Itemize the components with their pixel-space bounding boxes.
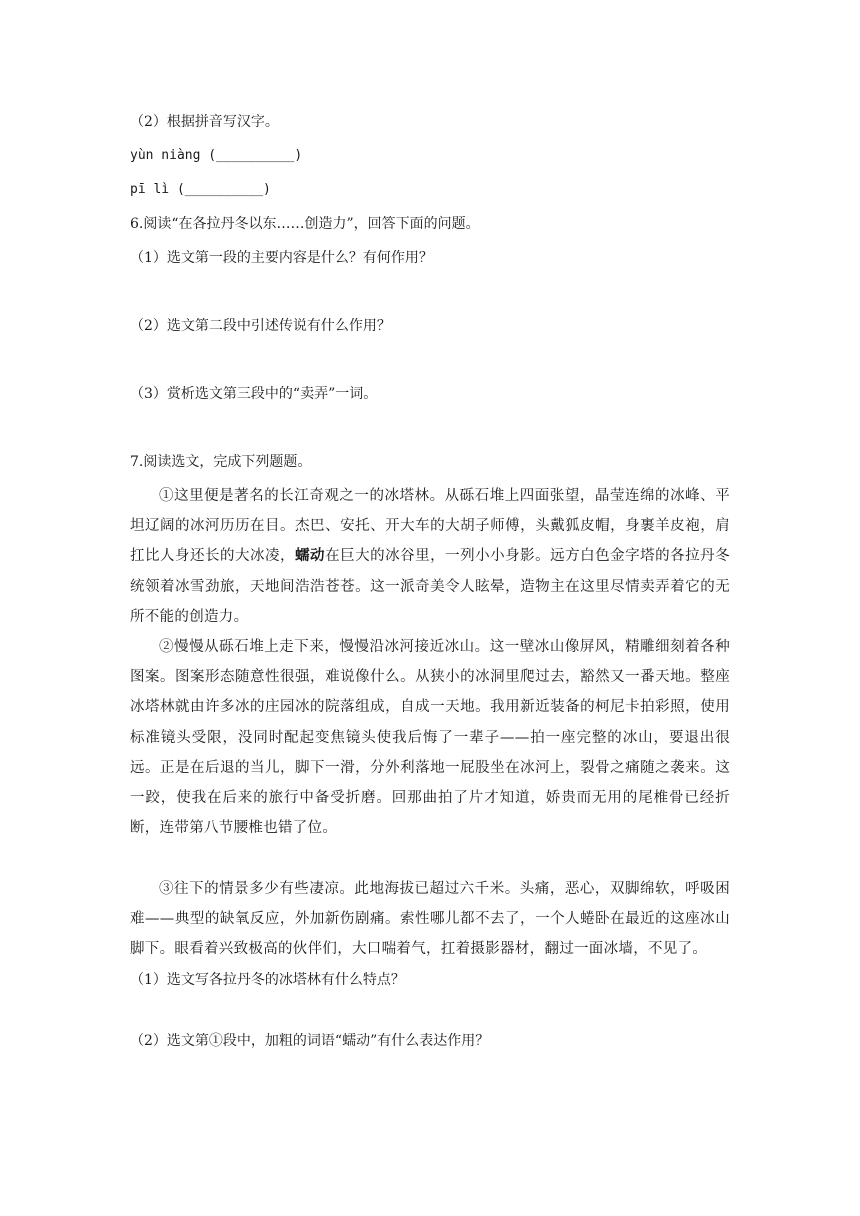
q5-subquestion-2: （2）根据拼音写汉字。	[130, 114, 279, 130]
q7-title: 7.阅读选文，完成下列题题。	[130, 454, 312, 470]
q7-subquestion-2: （2）选文第①段中，加粗的词语“蠕动”有什么表达作用？	[130, 1033, 490, 1049]
q6-title: 6.阅读“在各拉丹冬以东……创造力”，回答下面的问题。	[130, 216, 480, 232]
q6-subquestion-3: （3）赏析选文第三段中的“卖弄”一词。	[130, 386, 378, 402]
passage-paragraph-1	[130, 481, 730, 632]
passage-paragraph-3: ③往下的情景多少有些凄凉。此地海拔已超过六千米。头痛，恶心，双脚绵软，呼吸困难——典型的缺氧反应，外加新伤剧痛。索性哪儿都不去了，一个人蜷卧在最近的这座冰山脚下。眼看着兴致极高的伙伴们，大口喘着气，扛着摄影器材，翻过一面冰墙，不见了。	[130, 881, 730, 958]
q6-subquestion-2: （2）选文第二段中引述传说有什么作用？	[130, 318, 391, 334]
pinyin-item-1: yùn niàng (__________)	[130, 148, 303, 163]
paragraph-1-text-start: ①这里便是著名的长江奇观之一的冰塔林。从砾石堆上四面张望，晶莹连绵的冰峰、平坦辽阔的冰河历历在目。杰巴、安托、开大车的大胡子师傅，头戴狐皮帽，身裹羊皮袍，肩扛比人身还长的大冰凌，	[130, 488, 730, 565]
passage-paragraph-2: ②慢慢从砾石堆上走下来，慢慢沿冰河接近冰山。这一壁冰山像屏风，精雕细刻着各种图案。图案形态随意性很强，难说像什么。从狭小的冰洞里爬过去，豁然又一番天地。整座冰塔林就由许多冰的庄园冰的院落组成，自成一天地。我用新近装备的柯尼卡拍彩照，使用标准镜头受限，没同时配起变焦镜头使我后悔了一辈子——拍一座完整的冰山，要退出很远。正是在后退的当儿，脚下一滑，分外利落地一屁股坐在冰河上，裂骨之痛随之袭来。这一跤，使我在后来的旅行中备受折磨。回那曲拍了片才知道，娇贵而无用的尾椎骨已经折断，连带第八节腰椎也错了位。	[130, 639, 730, 837]
q7-subquestion-1: （1）选文写各拉丹冬的冰塔林有什么特点？	[130, 972, 405, 988]
pinyin-item-2: pī lì (__________)	[130, 182, 271, 197]
paragraph-1-text-end: 在巨大的冰谷里，一列小小身影。远方白色金字塔的各拉丹冬统领着冰雪劲旅，天地间浩浩苍苍。这一派奇美令人眩晕，造物主在这里尽情卖弄着它的无所不能的创造力。	[130, 548, 730, 625]
q6-subquestion-1: （1）选文第一段的主要内容是什么？有何作用？	[130, 250, 433, 266]
bold-word-rudong: 蠕动	[295, 547, 326, 565]
